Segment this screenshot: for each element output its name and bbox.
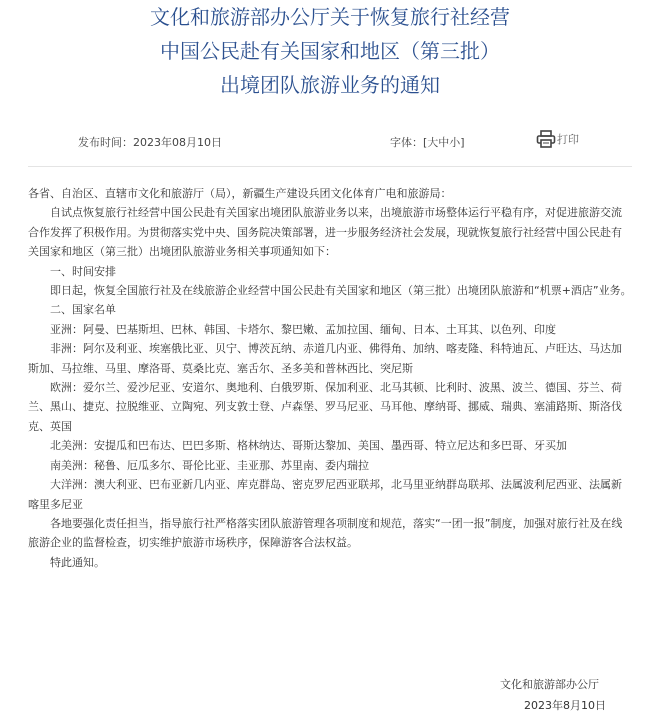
closing-paragraph: 各地要强化责任担当，指导旅行社严格落实团队旅游管理各项制度和规范，落实“一团一报”制度，加强对旅行社及在线旅游企业的监督检查，切实维护旅游市场秩序，保障游客合法权益。 bbox=[28, 516, 623, 550]
country-list-oceania: 大洋洲：澳大利亚、巴布亚新几内亚、库克群岛、密克罗尼西亚联邦，北马里亚纳群岛联邦、法属波利尼西亚、法属新喀里多尼亚 bbox=[28, 478, 622, 511]
notice-end: 特此通知。 bbox=[50, 555, 105, 569]
title-line-1: 文化和旅游部办公厅关于恢复旅行社经营 bbox=[150, 5, 510, 29]
country-list-europe: 欧洲：爱尔兰、爱沙尼亚、安道尔、奥地利、白俄罗斯、保加利亚、北马其顿、比利时、波黑、波兰、德国、芬兰、荷兰、黑山、捷克、拉脱维亚、立陶宛、列支敦士登、卢森堡、罗马尼亚、马耳他、摩纳哥、挪威、瑞典、塞浦路斯、斯洛伐克、英国 bbox=[28, 381, 622, 433]
print-button[interactable] bbox=[536, 130, 579, 148]
printer-icon bbox=[536, 130, 556, 148]
section-1-text: 即日起，恢复全国旅行社及在线旅游企业经营中国公民赴有关国家和地区（第三批）出境团队旅游和“机票+酒店”业务。 bbox=[50, 284, 632, 298]
section-1-heading: 一、时间安排 bbox=[50, 264, 116, 278]
signature-date: 2023年8月10日 bbox=[524, 699, 606, 712]
signature-org: 文化和旅游部办公厅 bbox=[500, 678, 599, 691]
country-list-asia: 亚洲：阿曼、巴基斯坦、巴林、韩国、卡塔尔、黎巴嫩、孟加拉国、缅甸、日本、土耳其、以色列、印度 bbox=[50, 322, 556, 336]
page-title bbox=[0, 0, 660, 102]
title-line-2: 中国公民赴有关国家和地区（第三批） bbox=[160, 39, 500, 63]
country-list-north-america: 北美洲：安提瓜和巴布达、巴巴多斯、格林纳达、哥斯达黎加、美国、墨西哥、特立尼达和多巴哥、牙买加 bbox=[50, 439, 567, 453]
publish-date: 发布时间：2023年08月10日 bbox=[78, 136, 222, 149]
meta-bar bbox=[0, 130, 660, 154]
title-line-3: 出境团队旅游业务的通知 bbox=[220, 73, 440, 97]
article-body bbox=[28, 184, 632, 572]
country-list-africa: 非洲：阿尔及利亚、埃塞俄比亚、贝宁、博茨瓦纳、赤道几内亚、佛得角、加纳、喀麦隆、科特迪瓦、卢旺达、马达加斯加、马拉维、马里、摩洛哥、莫桑比克、塞舌尔、圣多美和普林西比、突尼斯 bbox=[28, 342, 622, 375]
country-list-south-america: 南美洲：秘鲁、厄瓜多尔、哥伦比亚、圭亚那、苏里南、委内瑞拉 bbox=[50, 458, 369, 472]
salutation: 各省、自治区、直辖市文化和旅游厅（局），新疆生产建设兵团文化体育广电和旅游局： bbox=[28, 187, 452, 200]
font-size-selector[interactable]: 字体：[大中小] bbox=[390, 136, 465, 149]
print-label: 打印 bbox=[557, 133, 579, 146]
section-2-heading: 二、国家名单 bbox=[50, 303, 116, 317]
divider bbox=[28, 166, 632, 167]
intro-paragraph: 自试点恢复旅行社经营中国公民赴有关国家出境团队旅游业务以来，出境旅游市场整体运行平稳有序，对促进旅游交流合作发挥了积极作用。为贯彻落实党中央、国务院决策部署，进一步服务经济社会发展，现就恢复旅行社经营中国公民赴有关国家和地区（第三批）出境团队旅游业务相关事项通知如下： bbox=[28, 206, 622, 259]
